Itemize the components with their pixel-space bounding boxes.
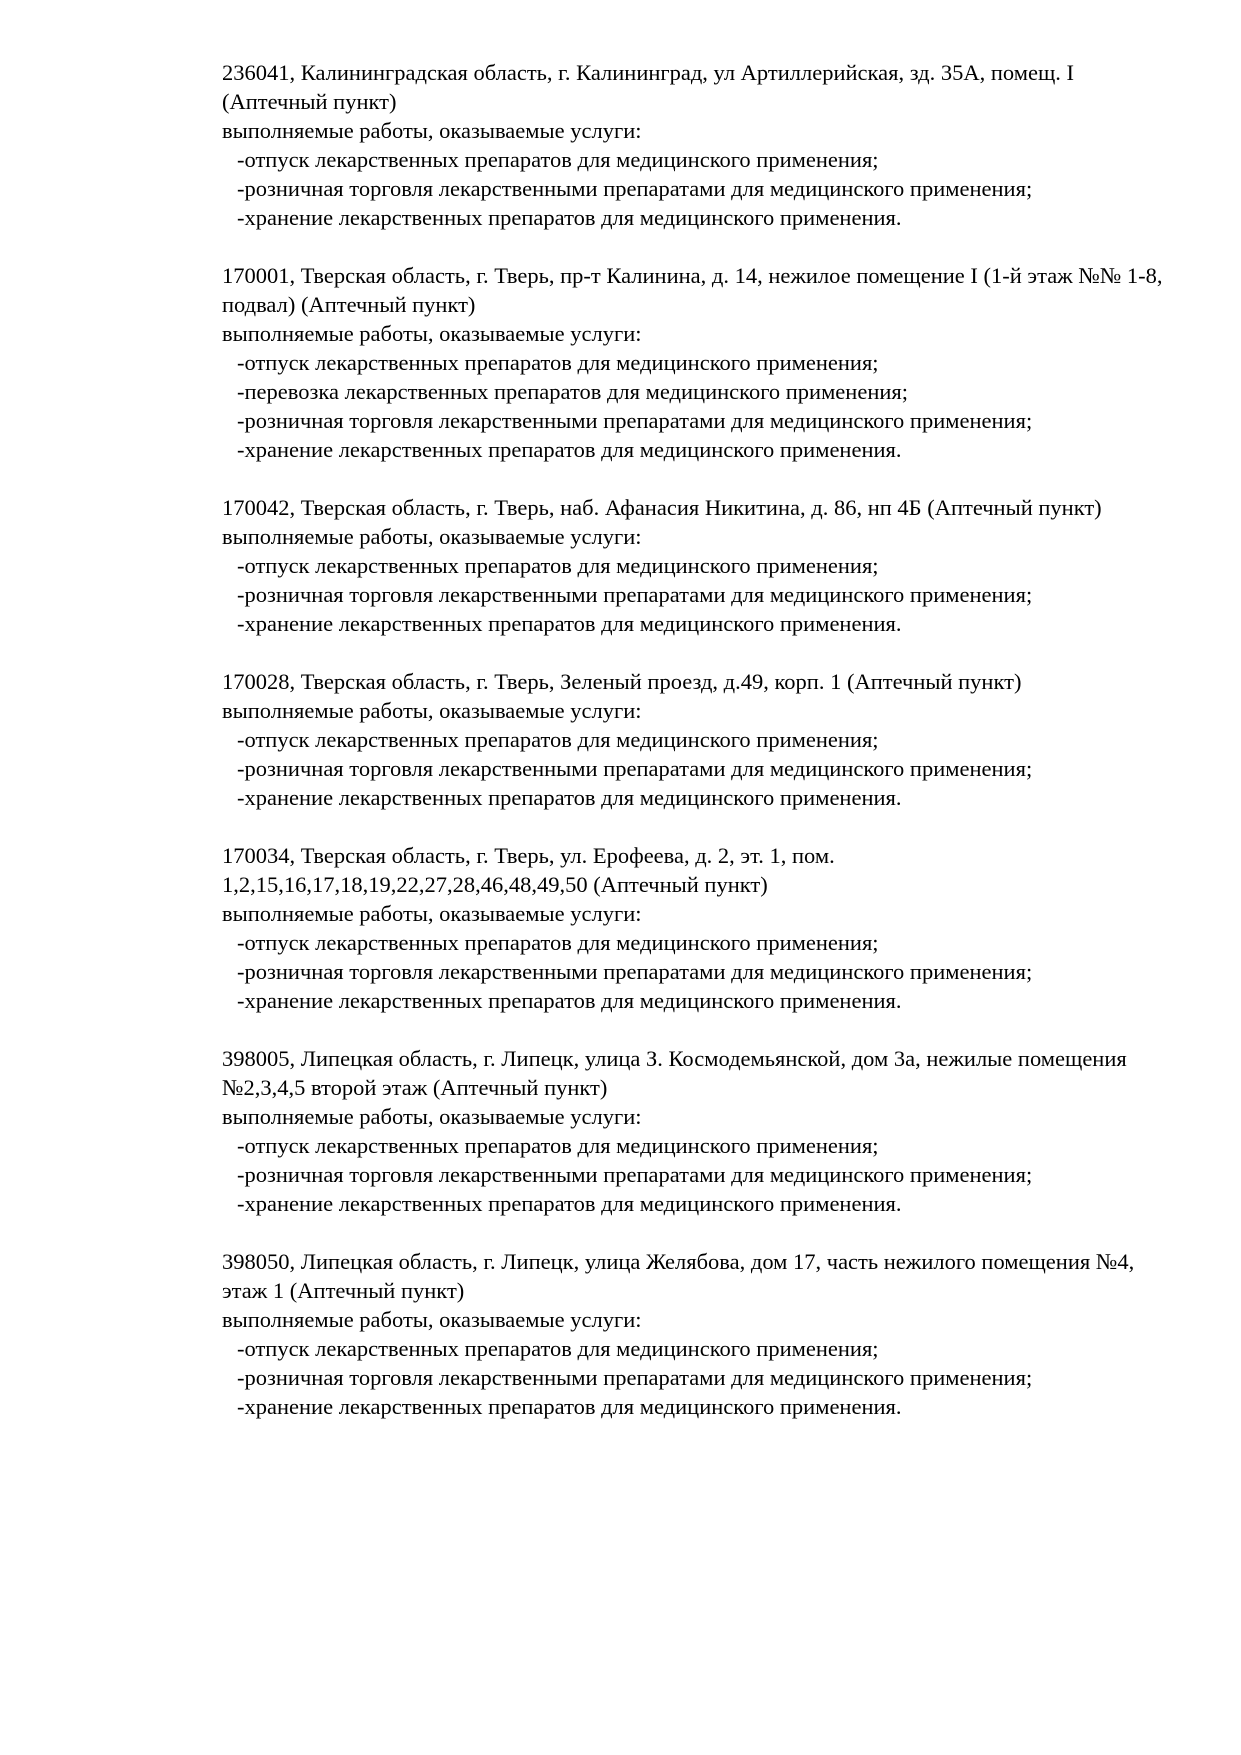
entry-works-label: выполняемые работы, оказываемые услуги: (222, 321, 642, 346)
service-item: -хранение лекарственных препаратов для медицинского применения. (237, 1191, 902, 1216)
service-item: -хранение лекарственных препаратов для медицинского применения. (237, 1394, 902, 1419)
service-item: -отпуск лекарственных препаратов для медицинского применения; (237, 147, 879, 172)
service-item: -перевозка лекарственных препаратов для медицинского применения; (237, 379, 909, 404)
pharmacy-entry (222, 493, 1182, 638)
service-item: -отпуск лекарственных препаратов для медицинского применения; (237, 1336, 879, 1361)
service-item: -розничная торговля лекарственными препаратами для медицинского применения; (237, 756, 1033, 781)
document-page (222, 58, 1182, 1450)
entry-works-label: выполняемые работы, оказываемые услуги: (222, 1104, 642, 1129)
entry-works-label: выполняемые работы, оказываемые услуги: (222, 901, 642, 926)
service-item: -хранение лекарственных препаратов для медицинского применения. (237, 988, 902, 1013)
pharmacy-entry (222, 667, 1182, 812)
entry-works-label: выполняемые работы, оказываемые услуги: (222, 524, 642, 549)
pharmacy-entry (222, 261, 1182, 464)
pharmacy-entry (222, 1044, 1182, 1218)
pharmacy-entry (222, 841, 1182, 1015)
service-item: -хранение лекарственных препаратов для медицинского применения. (237, 785, 902, 810)
service-item: -розничная торговля лекарственными препаратами для медицинского применения; (237, 959, 1033, 984)
entry-address: 170042, Тверская область, г. Тверь, наб. Афанасия Никитина, д. 86, нп 4Б (Аптечный пункт) (222, 495, 1102, 520)
entry-address: 170034, Тверская область, г. Тверь, ул. Ерофеева, д. 2, эт. 1, пом. 1,2,15,16,17,18,19,22,27,28,46,48,49,50 (Аптечный пункт) (222, 843, 841, 897)
service-item: -отпуск лекарственных препаратов для медицинского применения; (237, 553, 879, 578)
pharmacy-entry (222, 58, 1182, 232)
service-item: -розничная торговля лекарственными препаратами для медицинского применения; (237, 408, 1033, 433)
entry-address: 170001, Тверская область, г. Тверь, пр-т Калинина, д. 14, нежилое помещение I (1-й этаж №№ 1-8, подвал) (Аптечный пункт) (222, 263, 1169, 317)
entry-address: 398005, Липецкая область, г. Липецк, улица З. Космодемьянской, дом 3а, нежилые помещения №2,3,4,5 второй этаж (Аптечный пункт) (222, 1046, 1133, 1100)
service-item: -хранение лекарственных препаратов для медицинского применения. (237, 437, 902, 462)
service-item: -розничная торговля лекарственными препаратами для медицинского применения; (237, 1365, 1033, 1390)
entry-address: 236041, Калининградская область, г. Калининград, ул Артиллерийская, зд. 35А, помещ. I (Аптечный пункт) (222, 60, 1080, 114)
service-item: -отпуск лекарственных препаратов для медицинского применения; (237, 727, 879, 752)
service-item: -хранение лекарственных препаратов для медицинского применения. (237, 205, 902, 230)
entry-works-label: выполняемые работы, оказываемые услуги: (222, 1307, 642, 1332)
entry-address: 170028, Тверская область, г. Тверь, Зеленый проезд, д.49, корп. 1 (Аптечный пункт) (222, 669, 1022, 694)
service-item: -отпуск лекарственных препаратов для медицинского применения; (237, 350, 879, 375)
service-item: -отпуск лекарственных препаратов для медицинского применения; (237, 930, 879, 955)
entry-works-label: выполняемые работы, оказываемые услуги: (222, 698, 642, 723)
service-item: -розничная торговля лекарственными препаратами для медицинского применения; (237, 1162, 1033, 1187)
service-item: -отпуск лекарственных препаратов для медицинского применения; (237, 1133, 879, 1158)
service-item: -хранение лекарственных препаратов для медицинского применения. (237, 611, 902, 636)
pharmacy-entry (222, 1247, 1182, 1421)
entry-works-label: выполняемые работы, оказываемые услуги: (222, 118, 642, 143)
service-item: -розничная торговля лекарственными препаратами для медицинского применения; (237, 582, 1033, 607)
service-item: -розничная торговля лекарственными препаратами для медицинского применения; (237, 176, 1033, 201)
entry-address: 398050, Липецкая область, г. Липецк, улица Желябова, дом 17, часть нежилого помещения №4, этаж 1 (Аптечный пункт) (222, 1249, 1140, 1303)
